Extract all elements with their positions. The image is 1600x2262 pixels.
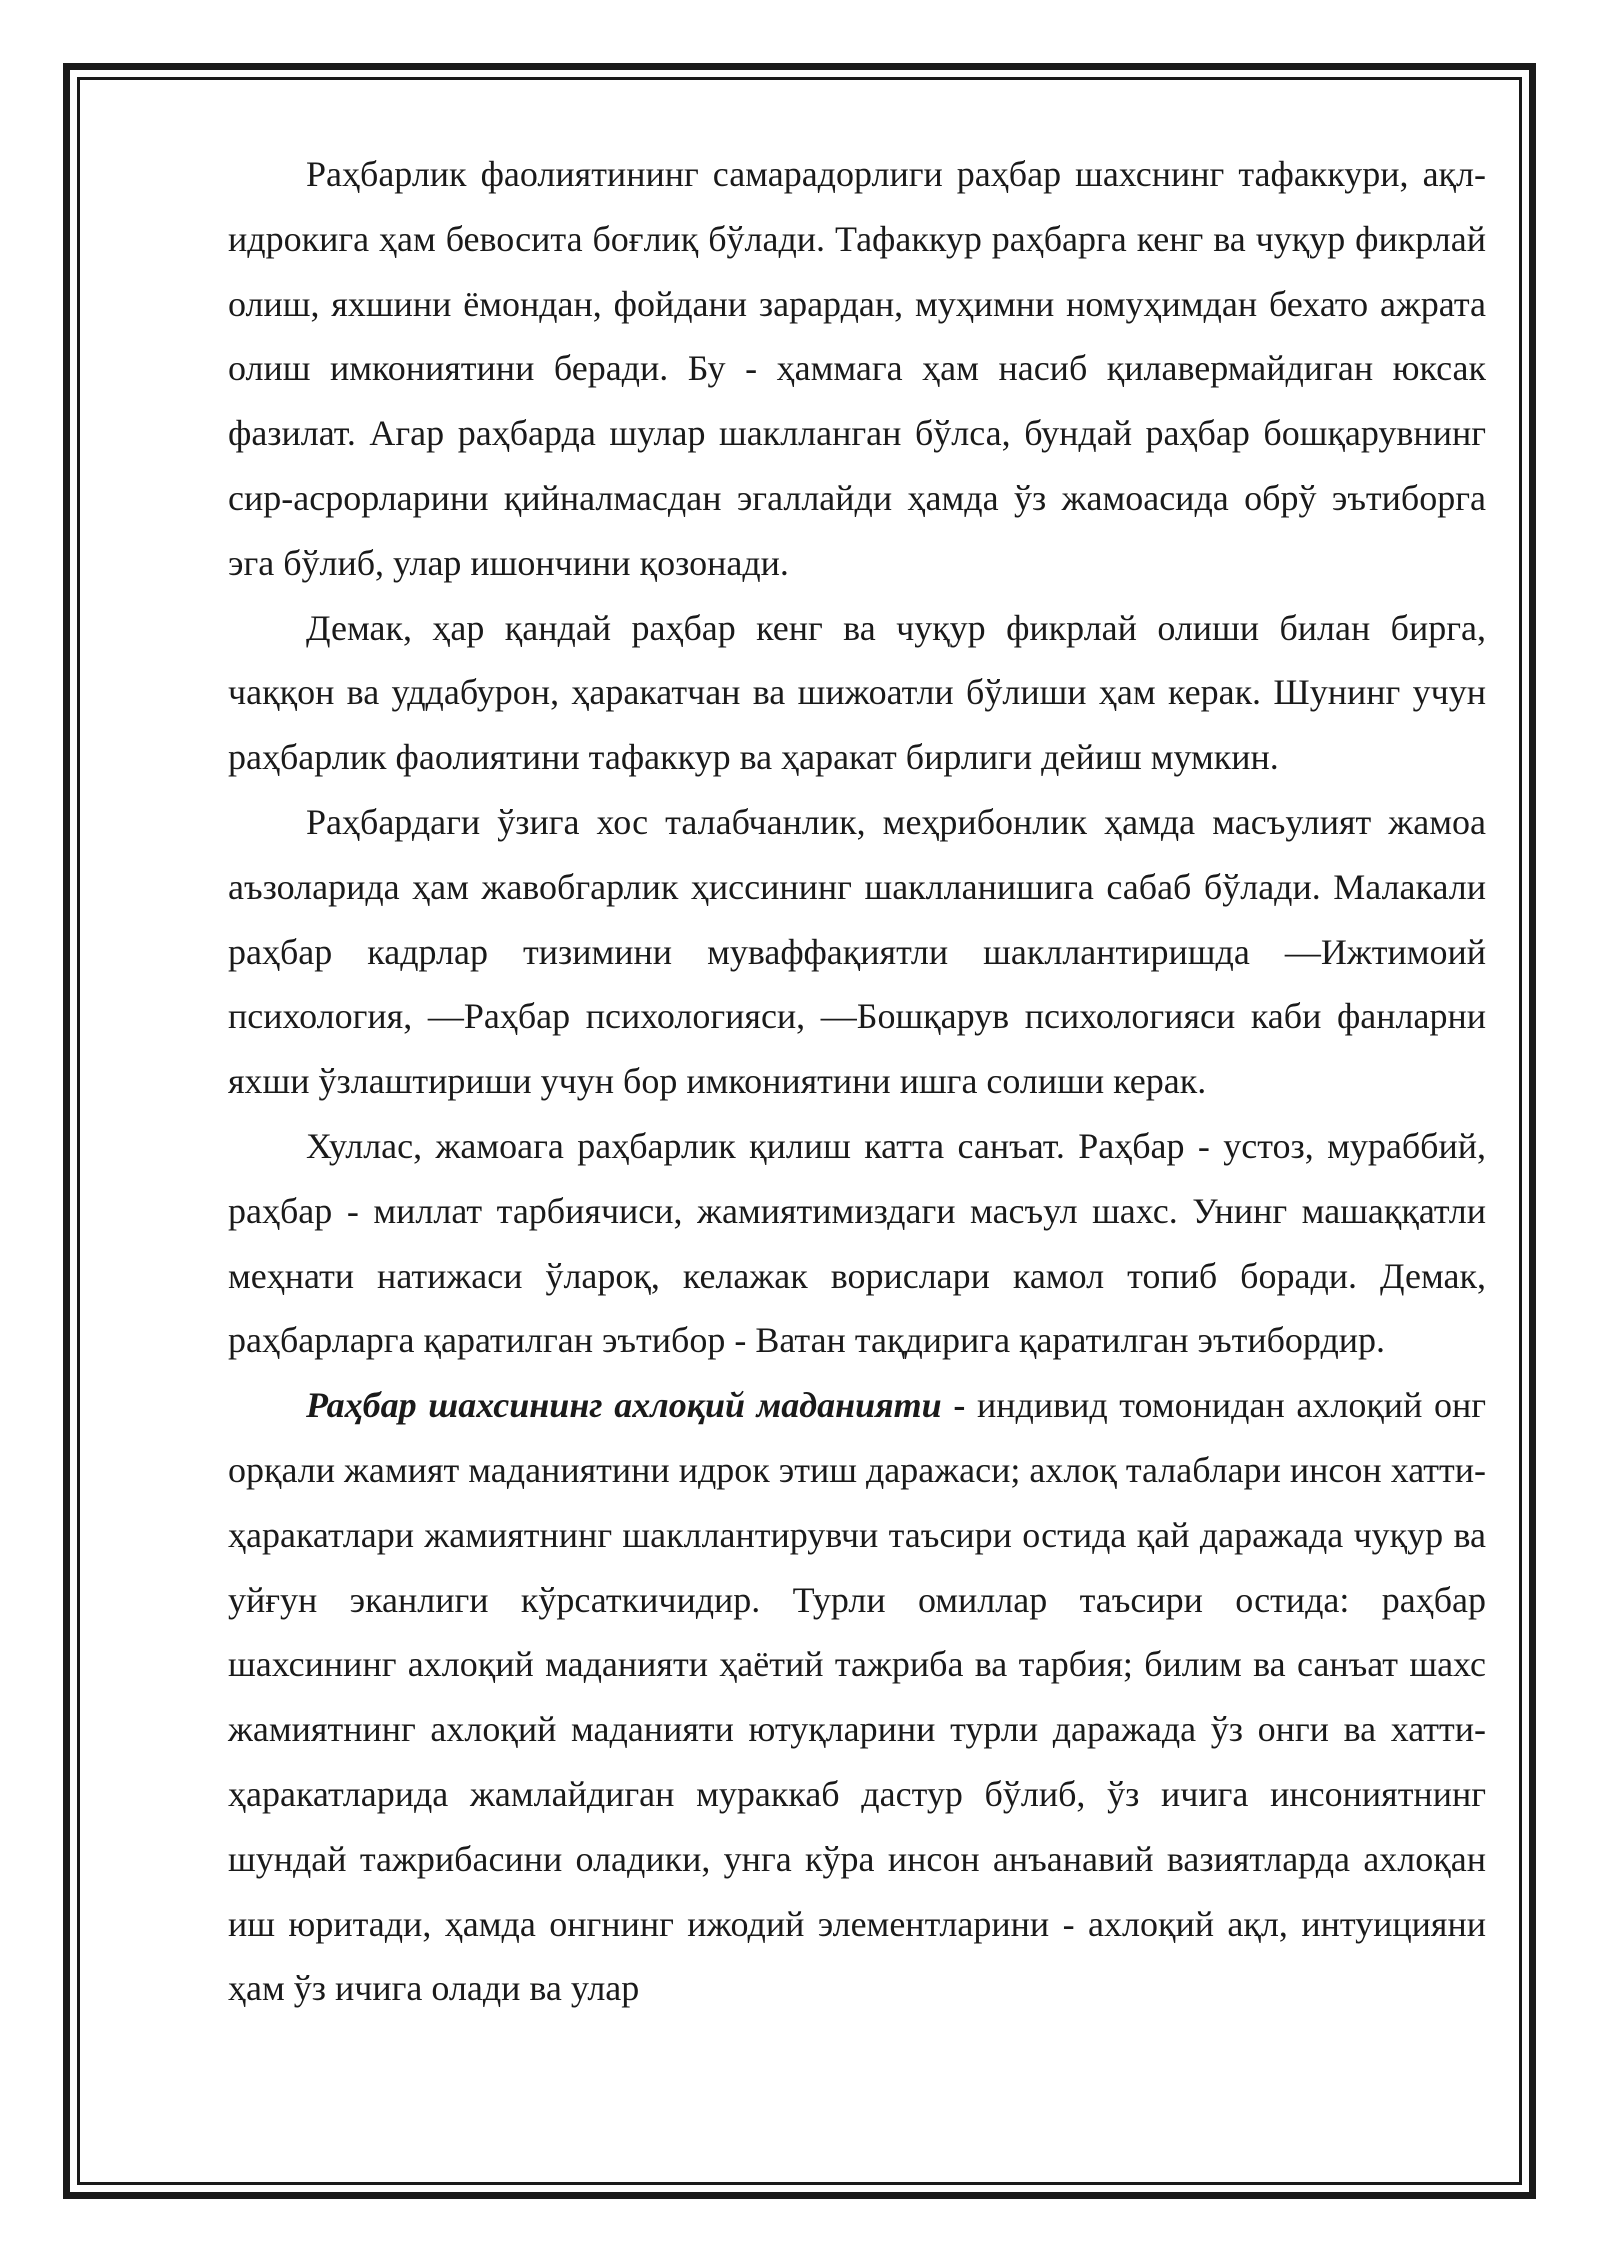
definition-text: индивид томонидан ахлоқий онг орқали жамият маданиятини идрок этиш даражаси; ахлоқ талаблари инсон хатти-ҳаракатлари жамиятнинг шакллантирувчи таъсири остида қай даражада чуқур ва уйғун эканлиги кўрсаткичидир. Турли омиллар таъсири остида: раҳбар шахсининг ахлоқий маданияти ҳаётий тажриба ва тарбия; билим ва санъат шахс жамиятнинг ахлоқий маданияти ютуқларини турли даражада ўз онги ва хатти-ҳаракатларида жамлайдиган мураккаб дастур бўлиб, ўз ичига инсониятнинг шундай тажрибасини оладики, унга кўра инсон анъанавий вазиятларда ахлоқан иш юритади, ҳамда онгнинг ижодий элементларини - ахлоқий ақл, интуицияни ҳам ўз ичига олади ва улар bbox=[228, 1385, 1486, 2009]
paragraph-thinking: Раҳбарлик фаолиятининг самарадорлиги раҳбар шахснинг тафаккури, ақл-идрокига ҳам бевосита боғлиқ бўлади. Тафаккур раҳбарга кенг ва чуқур фикрлай олиш, яхшини ёмондан, фойдани зарардан, муҳимни номуҳимдан бехато ажрата олиш имкониятини беради. Бу - ҳаммага ҳам насиб қилавермайдиган юксак фазилат. Агар раҳбарда шулар шаклланган бўлса, бундай раҳбар бошқарувнинг сир-асрорларини қийналмасдан эгаллайди ҳамда ўз жамоасида обрў эътиборга эга бўлиб, улар ишончини қозонади. bbox=[228, 154, 1486, 583]
paragraph-action: Демак, ҳар қандай раҳбар кенг ва чуқур фикрлай олиши билан бирга, чаққон ва уддабурон, ҳаракатчан ва шижоатли бўлиши ҳам керак. Шунинг учун раҳбарлик фаолиятини тафаккур ва ҳаракат бирлиги дейиш мумкин. bbox=[228, 607, 1486, 778]
document-body bbox=[228, 142, 1486, 2021]
paragraph-definition bbox=[228, 1373, 1486, 2021]
paragraph-responsibility: Раҳбардаги ўзига хос талабчанлик, меҳрибонлик ҳамда масъулият жамоа аъзоларида ҳам жавобгарлик ҳиссининг шаклланишига сабаб бўлади. Малакали раҳбар кадрлар тизимини муваффақиятли шакллантиришда ―Ижтимоий психология, ―Раҳбар психологияси, ―Бошқарув психологияси каби фанларни яхши ўзлаштириши учун бор имкониятини ишга солиши керак. bbox=[228, 801, 1486, 1102]
definition-term: Раҳбар шахсининг ахлоқий маданияти bbox=[306, 1385, 942, 1426]
definition-dash: - bbox=[941, 1385, 966, 1426]
paragraph-conclusion: Хуллас, жамоага раҳбарлик қилиш катта санъат. Раҳбар - устоз, мураббий, раҳбар - миллат тарбиячиси, жамиятимиздаги масъул шахс. Унинг машаққатли меҳнати натижаси ўлароқ, келажак ворислари камол топиб боради. Демак, раҳбарларга қаратилган эътибор - Ватан тақдирига қаратилган эътибордир. bbox=[228, 1125, 1486, 1361]
